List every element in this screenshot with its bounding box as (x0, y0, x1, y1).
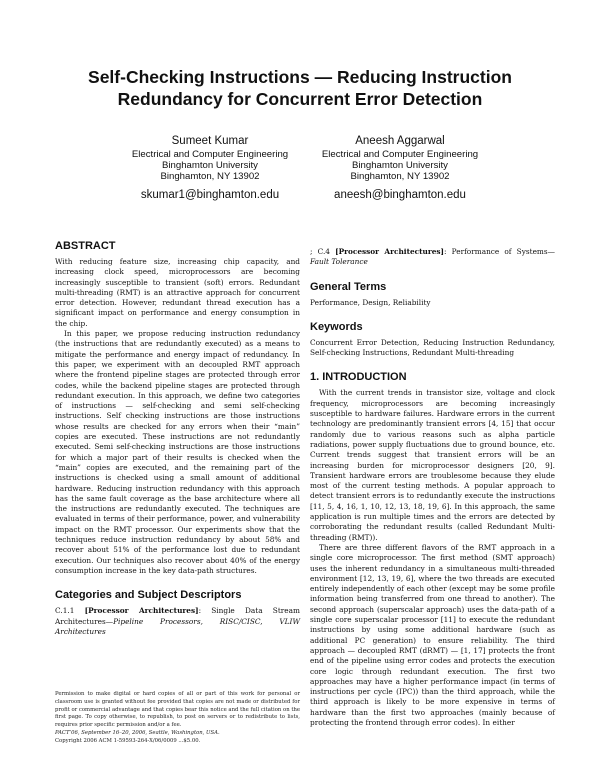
abstract-heading: ABSTRACT (55, 240, 116, 252)
author-university: Binghamton University (162, 160, 258, 172)
abstract-paragraph-1: With reducing feature size, increasing chip capacity, and increasing clock speed, microprocessors are becoming increasingly susceptible to transient (soft) errors. Redundant multi-threading (RMT) is an attractive approach for concurrent error detection. However, redundant thread execution has a significant impact on performance and energy consumption in the chip. (55, 257, 300, 328)
introduction-paragraph-1: With the current trends in transistor size, voltage and clock frequency, microprocessors are becoming increasingly susceptible to hardware failures. Hardware errors in the current technology are predominantly transient errors [4, 15] that occur randomly due to various reasons such as alpha particle radiations, power supply fluctuations due to ground bounce, etc. Current trends suggest that transient errors will be an increasing burden for microprocessor designers [20, 9]. Transient hardware errors are troublesome because they elude most of the current testing methods. A popular approach to detect transient errors is to redundantly execute the instructions [11, 5, 4, 16, 1, 10, 12, 13, 18, 19, 6]. In this approach, the same application is run multiple times and the errors are detected by corroborating the redundant results (called Redundant Multi-threading (RMT)). (310, 388, 555, 542)
author-email[interactable]: aneesh@binghamton.edu (334, 188, 466, 201)
paper-title (40, 66, 560, 110)
permission-notice: Permission to make digital or hard copies of all or part of this work for personal or classroom use is granted without fee provided that copies are not made or distributed for profit or commercial advantage and that copies bear this notice and the full citation on the first page. To copy otherwise, to republish, to post on servers or to redistribute to lists, requires prior specific permission and/or a fee. (55, 691, 300, 729)
introduction-paragraph-2: There are three different flavors of the RMT approach in a single core microprocessor. The first method (SMT approach) uses the inherent redundancy in a simultaneous multi-threaded environment [12, 13, 19, 6], where the two threads are executed entirely independently of each other (except may be some profile information being transferred from one thread to another). The second approach (superscalar approach) uses the data-path of a single core superscalar processor [11] to execute the redundant instructions by using some additional hardware (such as additional PC generation) to ensure reliability. The third approach — decoupled RMT (dRMT) — [1, 17] protects the front end of the pipeline using error codes and protects the execution core logic through redundant execution. The first two approaches may have a higher performance impact (in terms of instructions per cycle (IPC)) than the third approach, while the third approach is likely to be more expensive in terms of hardware than the first two approaches (mainly because of protecting the frontend through error codes). In either (310, 542, 555, 727)
title-line-1: Self-Checking Instructions — Reducing Instruction (88, 67, 512, 87)
general-terms-text: Performance, Design, Reliability (310, 297, 431, 307)
introduction-heading: 1. INTRODUCTION (310, 371, 407, 384)
venue-notice: PACT’06, September 16–20, 2006, Seattle, Washington, USA. (55, 729, 220, 736)
general-terms-heading: General Terms (310, 280, 387, 293)
author-university: Binghamton University (352, 160, 448, 172)
author-city: Binghamton, NY 13902 (350, 171, 450, 183)
left-column (55, 240, 300, 637)
author-name: Sumeet Kumar (171, 135, 249, 147)
author-dept: Electrical and Computer Engineering (131, 149, 289, 160)
categories-continued: ; C.4 [Processor Architectures]: Performance of Systems—Fault Tolerance (310, 247, 555, 267)
keywords-heading: Keywords (310, 320, 363, 333)
categories-heading: Categories and Subject Descriptors (55, 589, 242, 602)
title-line-2: Redundancy for Concurrent Error Detection (117, 89, 483, 109)
author-email[interactable]: skumar1@binghamton.edu (140, 188, 280, 201)
categories-text: C.1.1 [Processor Architectures]: Single Data Stream Architectures—Pipeline Processors, RISC/CISC, VLIW Architectures (55, 606, 300, 636)
copyright-footnote (55, 691, 300, 746)
keywords-text: Concurrent Error Detection, Reducing Instruction Redundancy, Self-checking Instructions, Redundant Multi-threading (310, 337, 555, 358)
author-dept: Electrical and Computer Engineering (321, 149, 479, 160)
abstract-paragraph-2: In this paper, we propose reducing instruction redundancy (the instructions that are redundantly executed) as a means to mitigate the performance and energy impact of redundancy. In this paper, we experiment with an decoupled RMT approach where the frontend pipeline stages are protected through error codes, while the backend pipeline stages are protected through redundant execution. In this approach, we define two categories of instructions — self-checking and semi self-checking instructions. Self checking instructions are those instructions whose results are checked for any errors when their “main” copies are executed. These instructions are not redundantly executed. Semi self-checking instructions are those instructions for which a major part of their results is checked when the “main” copies are executed, and the remaining part of the instructions is checked using a small amount of additional hardware. Reducing instruction redundancy with this approach has the same fault coverage as the base architecture where all the instructions are redundantly executed. The techniques are evaluated in terms of their performance, power, and vulnerability impact on the RMT processor. Our experiments show that the techniques reduce instruction redundancy by about 58% and recover about 51% of the performance lost due to redundant execution. Our techniques also recover about 40% of the energy consumption increase in the key data-path structures. (55, 329, 300, 575)
author-city: Binghamton, NY 13902 (160, 171, 260, 183)
right-column (310, 247, 555, 728)
author-name: Aneesh Aggarwal (355, 135, 445, 147)
author-block-2 (285, 134, 515, 202)
copyright-notice: Copyright 2006 ACM 1-59593-264-X/06/0009 ...$5.00. (55, 737, 201, 744)
